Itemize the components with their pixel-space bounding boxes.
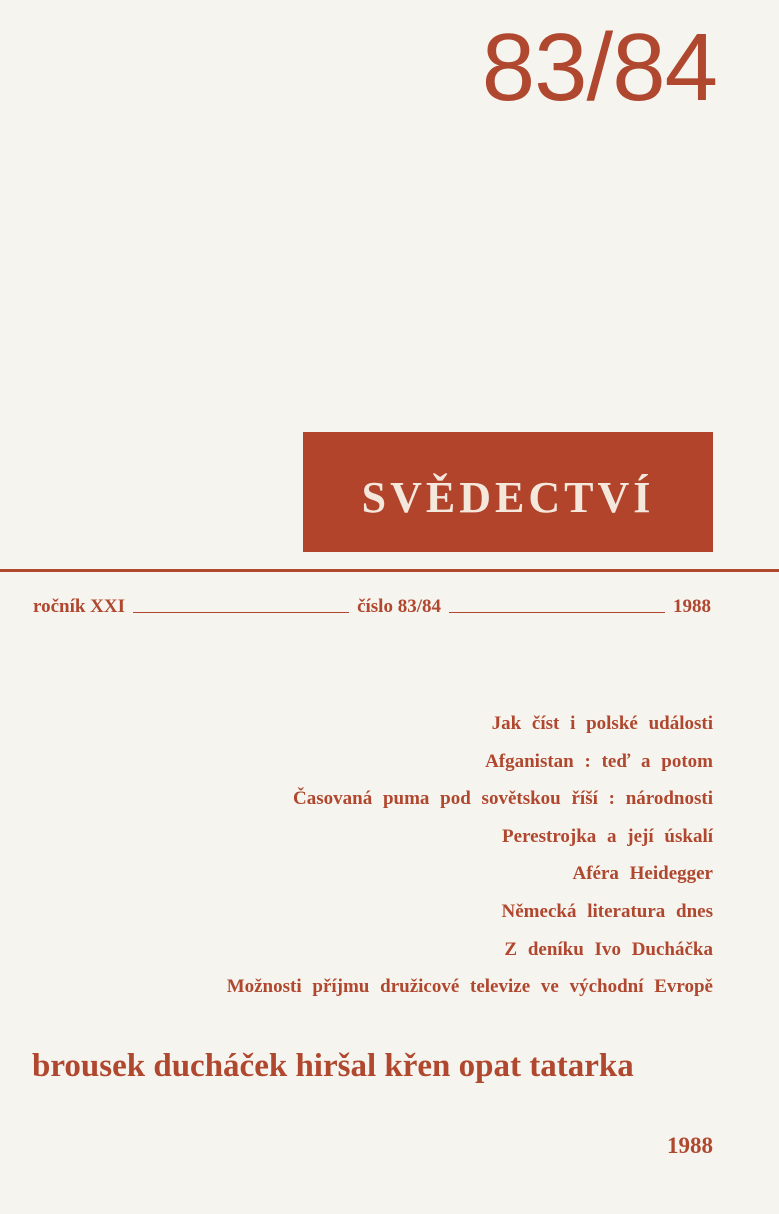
masthead-title: SVĚDECTVÍ [361,472,655,522]
contents-item: Německá literatura dnes [501,900,713,922]
contents-item: Jak číst i polské události [491,713,713,734]
contents-item: Časovaná puma pod sovětskou říší : národnosti [293,788,713,810]
contents-list [227,705,713,1006]
info-line [33,592,711,618]
year-label: 1988 [673,596,712,617]
fill-line [449,612,665,613]
contents-item: Perestrojka a její úskalí [502,825,713,847]
masthead [303,432,713,552]
volume-label: ročník XXI [33,596,126,617]
fill-line [133,612,349,613]
issue-label: číslo 83/84 [357,596,441,617]
contents-item: Možnosti příjmu družicové televize ve východní Evropě [226,976,713,998]
contents-item: Aféra Heidegger [572,863,713,885]
horizontal-rule [0,569,779,572]
contents-item: Afganistan : teď a potom [485,750,713,772]
contents-item: Z deníku Ivo Ducháčka [504,938,713,960]
issue-number: 83/84 [481,14,717,121]
bottom-year: 1988 [667,1133,713,1158]
authors-line: brousek ducháček hiršal křen opat tatarka [32,1048,634,1084]
